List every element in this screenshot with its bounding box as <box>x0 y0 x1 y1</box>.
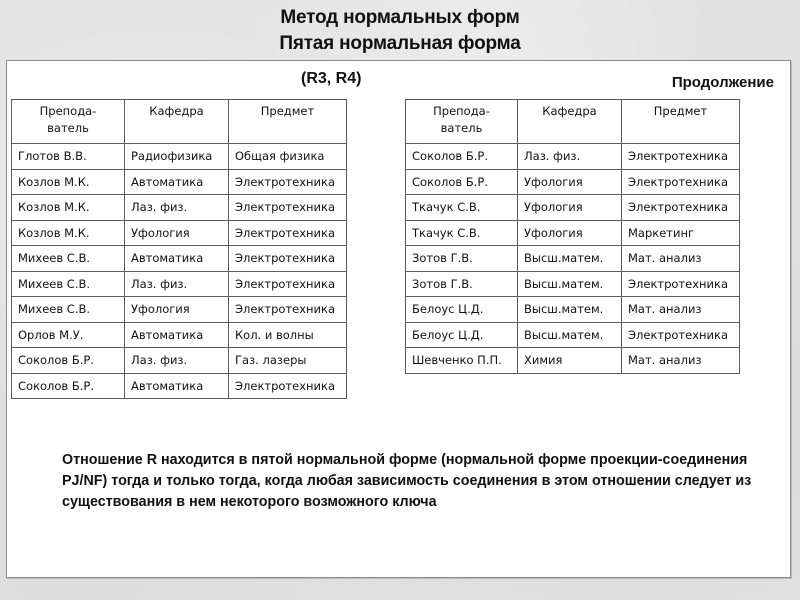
table-cell: Козлов М.К. <box>12 195 125 221</box>
table-row <box>12 348 347 374</box>
table-cell: Электротехника <box>622 195 740 221</box>
table-cell: Зотов Г.В. <box>406 271 518 297</box>
table-cell: Электротехника <box>229 246 347 272</box>
relations-label: (R3, R4) <box>301 70 362 87</box>
table-cell: Орлов М.У. <box>12 322 125 348</box>
column-header: Препода- ватель <box>12 100 125 144</box>
table-cell: Уфология <box>125 220 229 246</box>
table-row <box>406 246 740 272</box>
table-cell: Козлов М.К. <box>12 169 125 195</box>
table-cell: Высш.матем. <box>518 271 622 297</box>
table-cell: Соколов Б.Р. <box>406 169 518 195</box>
table-cell: Глотов В.В. <box>12 144 125 170</box>
table-cell: Уфология <box>518 220 622 246</box>
table-cell: Общая физика <box>229 144 347 170</box>
table-row <box>406 322 740 348</box>
table-cell: Газ. лазеры <box>229 348 347 374</box>
table-cell: Соколов Б.Р. <box>406 144 518 170</box>
table-row <box>406 195 740 221</box>
table-cell: Электротехника <box>622 169 740 195</box>
table-row <box>12 322 347 348</box>
table-cell: Михеев С.В. <box>12 246 125 272</box>
table-header-row <box>406 100 740 144</box>
table-cell: Автоматика <box>125 246 229 272</box>
table-header-row <box>12 100 347 144</box>
right-table <box>405 99 740 374</box>
table-row <box>406 220 740 246</box>
column-header: Кафедра <box>518 100 622 144</box>
table-cell: Автоматика <box>125 373 229 399</box>
table-cell: Радиофизика <box>125 144 229 170</box>
table-cell: Электротехника <box>229 297 347 323</box>
table-cell: Электротехника <box>622 271 740 297</box>
left-table <box>11 99 347 399</box>
table-row <box>12 169 347 195</box>
table-row <box>406 169 740 195</box>
table-cell: Электротехника <box>229 373 347 399</box>
table-cell: Лаз. физ. <box>518 144 622 170</box>
table-cell: Уфология <box>125 297 229 323</box>
table-cell: Автоматика <box>125 169 229 195</box>
table-cell: Уфология <box>518 195 622 221</box>
table-cell: Высш.матем. <box>518 297 622 323</box>
table-cell: Электротехника <box>229 271 347 297</box>
table-cell: Высш.матем. <box>518 246 622 272</box>
table-cell: Соколов Б.Р. <box>12 348 125 374</box>
table-row <box>12 195 347 221</box>
table-cell: Ткачук С.В. <box>406 220 518 246</box>
table-cell: Шевченко П.П. <box>406 348 518 374</box>
column-header: Кафедра <box>125 100 229 144</box>
column-header: Препода- ватель <box>406 100 518 144</box>
table-cell: Михеев С.В. <box>12 297 125 323</box>
table-cell: Ткачук С.В. <box>406 195 518 221</box>
table-cell: Соколов Б.Р. <box>12 373 125 399</box>
table-cell: Электротехника <box>229 195 347 221</box>
table-cell: Кол. и волны <box>229 322 347 348</box>
table-row <box>406 348 740 374</box>
slide-subtitle: Пятая нормальная форма <box>279 33 521 54</box>
table-row <box>406 297 740 323</box>
table-cell: Химия <box>518 348 622 374</box>
table-cell: Автоматика <box>125 322 229 348</box>
table-cell: Мат. анализ <box>622 348 740 374</box>
column-header: Предмет <box>229 100 347 144</box>
definition-text: Отношение R находится в пятой нормальной форме (нормальной форме проекции-соединения PJ/NF) тогда и только тогда, когда любая зависимость соединения в этом отношении следует из существования в нем некоторого возможного ключа <box>62 452 752 510</box>
table-cell: Белоус Ц.Д. <box>406 322 518 348</box>
table-cell: Лаз. физ. <box>125 271 229 297</box>
table-cell: Белоус Ц.Д. <box>406 297 518 323</box>
table-cell: Козлов М.К. <box>12 220 125 246</box>
table-cell: Михеев С.В. <box>12 271 125 297</box>
table-cell: Высш.матем. <box>518 322 622 348</box>
table-cell: Лаз. физ. <box>125 195 229 221</box>
table-row <box>406 144 740 170</box>
table-row <box>12 144 347 170</box>
table-row <box>12 297 347 323</box>
column-header: Предмет <box>622 100 740 144</box>
table-cell: Лаз. физ. <box>125 348 229 374</box>
content-panel <box>6 60 791 578</box>
table-row <box>12 373 347 399</box>
table-row <box>12 271 347 297</box>
table-cell: Электротехника <box>622 144 740 170</box>
table-cell: Уфология <box>518 169 622 195</box>
table-cell: Мат. анализ <box>622 297 740 323</box>
table-cell: Зотов Г.В. <box>406 246 518 272</box>
table-cell: Электротехника <box>622 322 740 348</box>
table-cell: Электротехника <box>229 220 347 246</box>
continuation-label: Продолжение <box>671 74 774 91</box>
slide-title: Метод нормальных форм <box>280 7 520 28</box>
table-row <box>406 271 740 297</box>
table-cell: Электротехника <box>229 169 347 195</box>
table-row <box>12 246 347 272</box>
table-cell: Мат. анализ <box>622 246 740 272</box>
table-row <box>12 220 347 246</box>
table-cell: Маркетинг <box>622 220 740 246</box>
